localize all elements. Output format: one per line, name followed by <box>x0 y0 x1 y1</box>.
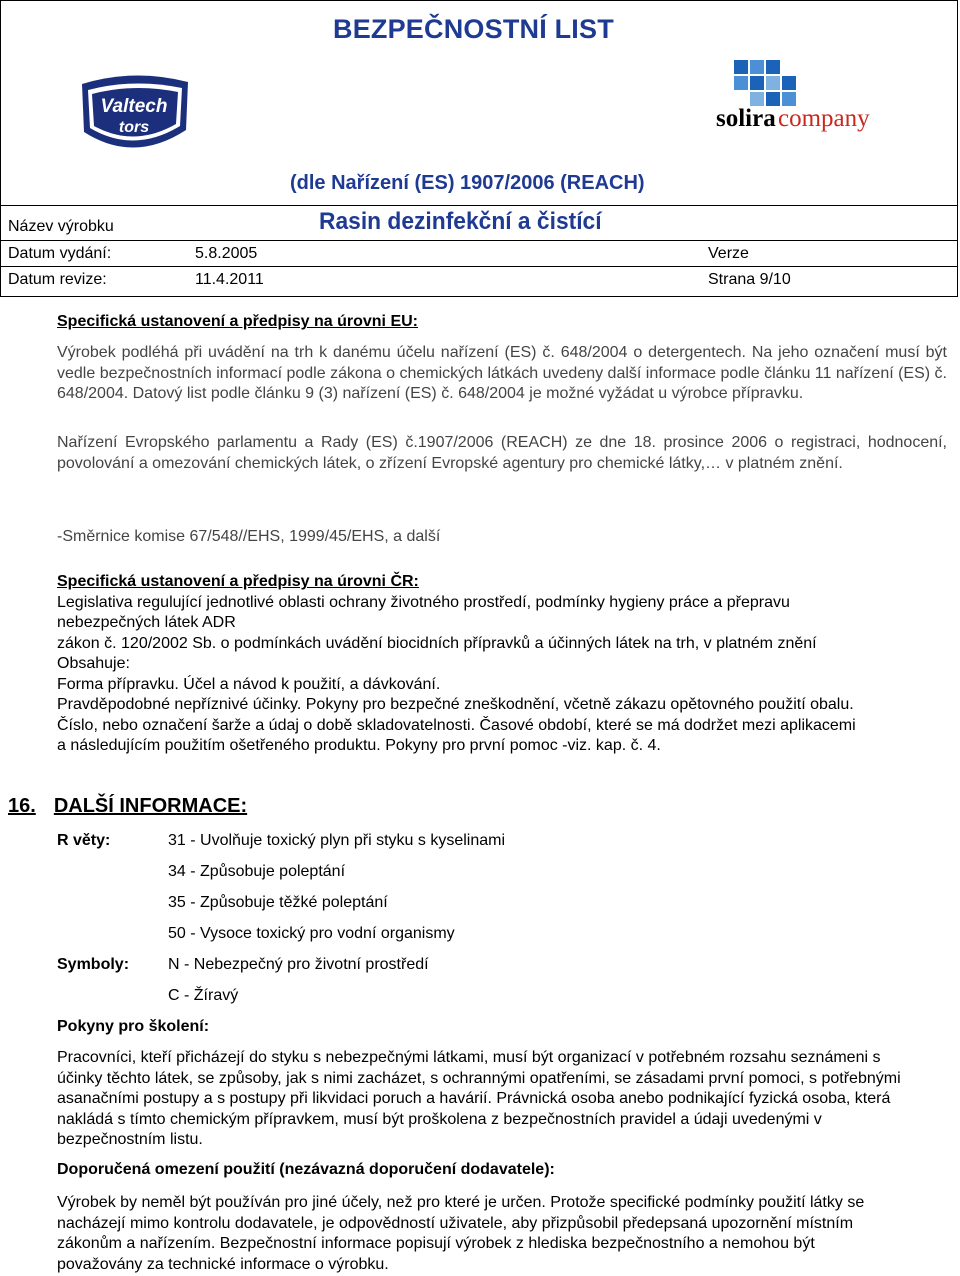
header-divider <box>0 266 958 267</box>
r-phrases-label: R věty: <box>57 832 111 849</box>
tors-logo-text: tors <box>118 119 150 136</box>
r-phrase-item: 31 - Uvolňuje toxický plyn při styku s kyselinami <box>168 832 506 849</box>
page-number: Strana 9/10 <box>708 271 791 288</box>
solira-logo-text: solira <box>716 105 776 132</box>
eu-paragraph-reach: Nařízení Evropského parlamentu a Rady (ES) č.1907/2006 (REACH) ze dne 18. prosince 2006 o registraci, hodnocení, povolování a omezování chemických látek, o zřízení Evropské agentury pro chemické látky,… v platném znění. <box>57 434 947 472</box>
symbol-item: N - Nebezpečný pro životní prostředí <box>168 956 429 973</box>
r-phrase-item: 35 - Způsobuje těžké poleptání <box>168 894 388 911</box>
issue-date: 5.8.2005 <box>195 245 258 262</box>
cr-legislation: Legislativa regulující jednotlivé oblasti ochrany životného prostředí, podmínky hygieny práce a přepravu nebezpečných látek ADR <box>57 593 790 631</box>
document-title: BEZPEČNOSTNÍ LIST <box>333 14 614 44</box>
cr-form: Forma přípravku. Účel a návod k použití, a dávkování. <box>57 675 441 693</box>
cr-effects: Pravděpodobné nepříznivé účinky. Pokyny pro bezpečné zneškodnění, včetně zákazu opětovného použití obalu. Číslo, nebo označení šarže a údaj o době skladovatelnosti. Časové období, které se má dodržet mezi aplikacemi a následujícím použitím ošetřeného produktu. Pokyny pro první pomoc -viz. kap. č. 4. <box>57 696 856 754</box>
section-16-heading <box>8 795 247 818</box>
valtech-logo-text: Valtech <box>100 96 168 117</box>
issue-date-label: Datum vydání: <box>8 245 112 262</box>
valtech-tors-logo <box>74 74 196 160</box>
cr-regulations-heading: Specifická ustanovení a předpisy na úrovni ČR: <box>57 573 419 590</box>
revision-date: 11.4.2011 <box>195 271 264 288</box>
eu-directives: -Směrnice komise 67/548//EHS, 1999/45/EHS, a další <box>57 528 441 545</box>
r-phrase-item: 50 - Vysoce toxický pro vodní organismy <box>168 925 455 942</box>
section-title: DALŠÍ INFORMACE: <box>53 795 248 817</box>
revision-date-label: Datum revize: <box>8 271 107 288</box>
cr-contains-label: Obsahuje: <box>57 655 130 672</box>
regulation-reference: (dle Nařízení (ES) 1907/2006 (REACH) <box>290 172 645 194</box>
company-logo-text: company <box>778 105 870 132</box>
training-label: Pokyny pro školení: <box>57 1018 210 1035</box>
cr-biocide-law: zákon č. 120/2002 Sb. o podmínkách uvádění biocidních přípravků a účinných látek na trh, v platném znění <box>57 634 817 652</box>
restriction-text: Výrobek by neměl být používán pro jiné účely, než pro které je určen. Protože specifické podmínky použití látky se nacházejí mimo kontrolu dodavatele, je odpovědností uživatele, aby přizpůsobil předepsaná upozornění místním zákonům a nařízením. Bezpečnostní informace popisují výrobek z hlediska bezpečnostního a nemohou být považovány za technické informace o výrobku. <box>57 1194 865 1273</box>
r-phrase-item: 34 - Způsobuje poleptání <box>168 863 346 880</box>
symbol-item: C - Žíravý <box>168 987 239 1004</box>
version-label: Verze <box>708 245 749 262</box>
eu-paragraph-detergents: Výrobek podléhá při uvádění na trh k danému účelu nařízení (ES) č. 648/2004 o detergentech. Na jeho označení musí být vedle bezpečnostních informací podle zákona o chemických látkách uvedeny další informace podle článku 11 nařízení (ES) č. 648/2004. Datový list podle článku 9 (3) nařízení (ES) č. 648/2004 je možné vyžádat u výrobce přípravku. <box>57 344 947 402</box>
product-name: Rasin dezinfekční a čistící <box>319 208 602 235</box>
header-divider <box>0 205 958 206</box>
symbols-label: Symboly: <box>57 956 130 973</box>
restriction-heading: Doporučená omezení použití (nezávazná doporučení dodavatele): <box>57 1161 555 1178</box>
header-divider <box>0 240 958 241</box>
eu-regulations-heading: Specifická ustanovení a předpisy na úrovni EU: <box>57 313 418 330</box>
solira-company-logo <box>712 56 870 158</box>
section-number: 16. <box>8 795 36 817</box>
training-text: Pracovníci, kteří přicházejí do styku s nebezpečnými látkami, musí být organizací v potřebném rozsahu seznámeni s účinky těchto látek, se způsoby, jak s nimi zacházet, s ochrannými opatřeními, se zásadami první pomoci, s potřebnými asanačními postupy a s postupy při likvidaci poruch a havárií. Právnická osoba anebo podnikající fyzická osoba, která nakládá s tímto chemickým přípravkem, musí být proškolena z bezpečnostních pravidel a údaji uvedenými v bezpečnostním listu. <box>57 1049 901 1148</box>
product-name-label: Název výrobku <box>8 218 114 235</box>
